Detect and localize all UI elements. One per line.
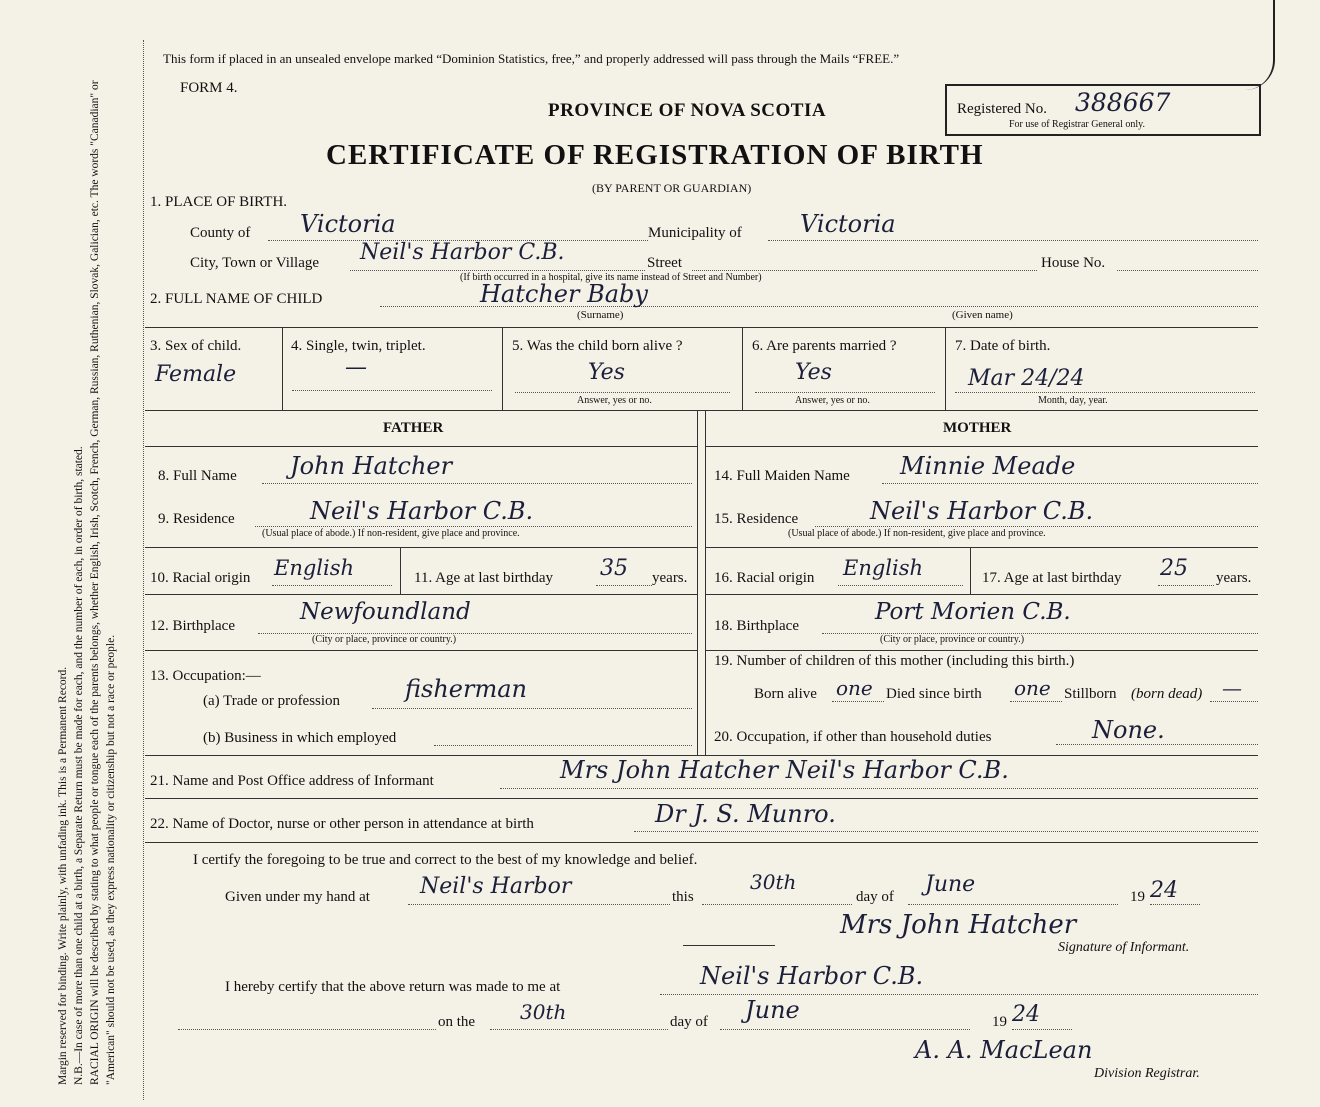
- given-under-hand-label: Given under my hand at: [225, 889, 370, 905]
- mother-years-label: years.: [1216, 570, 1252, 586]
- mother-birthplace-note: (City or place, province or country.): [880, 634, 1025, 645]
- father-racial-value: English: [274, 556, 355, 580]
- father-age-value: 35: [600, 556, 628, 581]
- born-alive-count-value: one: [836, 676, 873, 700]
- child-name-value: Hatcher Baby: [480, 280, 648, 308]
- registration-label: Registered No.: [957, 101, 1047, 117]
- margin-racial-origin: RACIAL ORIGIN will be described by stating to what people or tongue each of the parents belongs, whether English, Irish, Scotch, French, German, Russian, Ruthenian, Slovak, Galician, etc. The words "Canadian" or "American" should not be used, as they express nationality or citizenship but not a race or people.: [89, 80, 117, 1085]
- county-value: Victoria: [300, 210, 396, 238]
- page-title: CERTIFICATE OF REGISTRATION OF BIRTH: [326, 139, 984, 171]
- father-occupation-label: 13. Occupation:—: [150, 668, 261, 684]
- place-heading: 1. PLACE OF BIRTH.: [150, 194, 288, 210]
- stillborn-note: (born dead): [1131, 686, 1203, 702]
- father-age-label: 11. Age at last birthday: [414, 570, 553, 586]
- registrar-day-value: 30th: [520, 1000, 567, 1024]
- married-label: 6. Are parents married ?: [752, 338, 897, 354]
- registrar-signature: A. A. MacLean: [915, 1036, 1093, 1064]
- alive-answer-note: Answer, yes or no.: [577, 395, 652, 406]
- hospital-note: (If birth occurred in a hospital, give its name instead of Street and Number): [460, 272, 762, 283]
- certify-statement: I certify the foregoing to be true and correct to the best of my knowledge and belief.: [193, 852, 698, 868]
- sex-label: 3. Sex of child.: [150, 338, 242, 354]
- trade-label: (a) Trade or profession: [203, 693, 341, 709]
- born-alive-label: 5. Was the child born alive ?: [512, 338, 683, 354]
- father-residence-label: 9. Residence: [158, 511, 235, 527]
- given-day-of-label: day of: [856, 889, 894, 905]
- father-years-label: years.: [652, 570, 688, 586]
- margin-nb: N.B.—In case of more than one child at a birth, a Separate Return must be made for each, and the number of each, in order of birth, stated.: [73, 446, 85, 1085]
- sex-value: Female: [155, 362, 237, 387]
- mother-racial-value: English: [843, 556, 924, 580]
- province-heading: PROVINCE OF NOVA SCOTIA: [548, 100, 827, 121]
- mother-residence-value: Neil's Harbor C.B.: [870, 497, 1094, 525]
- form-number: FORM 4.: [180, 80, 238, 96]
- registrar-signature-label: Division Registrar.: [1094, 1066, 1200, 1081]
- born-alive-value: Yes: [588, 360, 625, 385]
- given-place-value: Neil's Harbor: [420, 874, 572, 899]
- married-value: Yes: [795, 360, 832, 385]
- died-since-birth-value: one: [1014, 676, 1051, 700]
- father-racial-label: 10. Racial origin: [150, 570, 251, 586]
- mail-notice: This form if placed in an unsealed envelope marked “Dominion Statistics, free,” and properly addressed will pass through the Mails “FREE.”: [163, 51, 900, 66]
- child-name-label: 2. FULL NAME OF CHILD: [150, 291, 323, 307]
- father-residence-value: Neil's Harbor C.B.: [310, 497, 534, 525]
- registrar-month-value: June: [745, 996, 800, 1024]
- informant-signature: Mrs John Hatcher: [840, 910, 1077, 940]
- children-count-label: 19. Number of children of this mother (including this birth.): [714, 653, 1075, 669]
- business-label: (b) Business in which employed: [203, 730, 397, 746]
- died-since-birth-label: Died since birth: [886, 686, 982, 702]
- given-year-prefix: 19: [1130, 889, 1145, 905]
- mother-name-value: Minnie Meade: [900, 452, 1076, 480]
- date-note: Month, day, year.: [1038, 395, 1108, 406]
- registration-note: For use of Registrar General only.: [1009, 119, 1145, 130]
- doctor-label: 22. Name of Doctor, nurse or other person in attendance at birth: [150, 816, 534, 832]
- mother-residence-label: 15. Residence: [714, 511, 799, 527]
- registrar-statement: I hereby certify that the above return was made to me at: [225, 979, 561, 995]
- this-label: this: [672, 889, 694, 905]
- single-twin-value: —: [345, 355, 367, 380]
- informant-signature-label: Signature of Informant.: [1058, 940, 1190, 955]
- registrar-year-value: 24: [1012, 1002, 1040, 1027]
- born-alive-count-label: Born alive: [754, 686, 817, 702]
- registrar-place-value: Neil's Harbor C.B.: [700, 962, 924, 990]
- mother-occupation-value: None.: [1092, 716, 1165, 744]
- single-twin-label: 4. Single, twin, triplet.: [291, 338, 426, 354]
- registrar-on-label: on the: [438, 1014, 476, 1030]
- mother-birthplace-label: 18. Birthplace: [714, 618, 799, 634]
- given-name-note: (Given name): [952, 309, 1013, 321]
- stillborn-label: Stillborn: [1064, 686, 1117, 702]
- municipality-label: Municipality of: [648, 225, 742, 241]
- street-label: Street: [647, 255, 682, 271]
- mother-age-value: 25: [1160, 556, 1188, 581]
- informant-label: 21. Name and Post Office address of Informant: [150, 773, 434, 789]
- mother-residence-note: (Usual place of abode.) If non-resident, give place and province.: [788, 528, 1046, 539]
- registrar-day-of-label: day of: [670, 1014, 708, 1030]
- county-label: County of: [190, 225, 251, 241]
- page-subtitle: (BY PARENT OR GUARDIAN): [592, 181, 752, 195]
- margin-instructions: [55, 45, 119, 1085]
- registration-box: [945, 84, 1261, 136]
- father-name-label: 8. Full Name: [158, 468, 237, 484]
- father-birthplace-note: (City or place, province or country.): [312, 634, 457, 645]
- date-of-birth-label: 7. Date of birth.: [955, 338, 1051, 354]
- mother-birthplace-value: Port Morien C.B.: [875, 599, 1071, 625]
- trade-value: fisherman: [405, 675, 527, 703]
- informant-value: Mrs John Hatcher Neil's Harbor C.B.: [560, 756, 1009, 784]
- house-label: House No.: [1041, 255, 1106, 271]
- given-day-value: 30th: [750, 870, 797, 894]
- surname-note: (Surname): [577, 309, 624, 321]
- doctor-value: Dr J. S. Munro.: [655, 800, 836, 828]
- city-label: City, Town or Village: [190, 255, 320, 271]
- mother-racial-label: 16. Racial origin: [714, 570, 815, 586]
- pen-mark: [1243, 0, 1275, 90]
- father-name-value: John Hatcher: [290, 452, 453, 480]
- father-heading: FATHER: [383, 420, 444, 436]
- margin-divider: [143, 40, 144, 1100]
- father-residence-note: (Usual place of abode.) If non-resident, give place and province.: [262, 528, 520, 539]
- father-birthplace-value: Newfoundland: [300, 599, 471, 625]
- registration-number: 388667: [1075, 88, 1171, 117]
- margin-note: Margin reserved for binding. Write plainly, with unfading ink. This is a Permanent Record.: [57, 666, 69, 1085]
- father-birthplace-label: 12. Birthplace: [150, 618, 235, 634]
- mother-heading: MOTHER: [943, 420, 1012, 436]
- city-value: Neil's Harbor C.B.: [360, 240, 565, 265]
- mother-age-label: 17. Age at last birthday: [982, 570, 1122, 586]
- given-month-value: June: [925, 872, 976, 897]
- registrar-year-prefix: 19: [992, 1014, 1007, 1030]
- given-year-value: 24: [1150, 878, 1178, 903]
- date-of-birth-value: Mar 24/24: [968, 366, 1085, 391]
- mother-name-label: 14. Full Maiden Name: [714, 468, 850, 484]
- married-answer-note: Answer, yes or no.: [795, 395, 870, 406]
- stillborn-value: —: [1222, 676, 1242, 700]
- municipality-value: Victoria: [800, 210, 896, 238]
- mother-occupation-label: 20. Occupation, if other than household duties: [714, 729, 992, 745]
